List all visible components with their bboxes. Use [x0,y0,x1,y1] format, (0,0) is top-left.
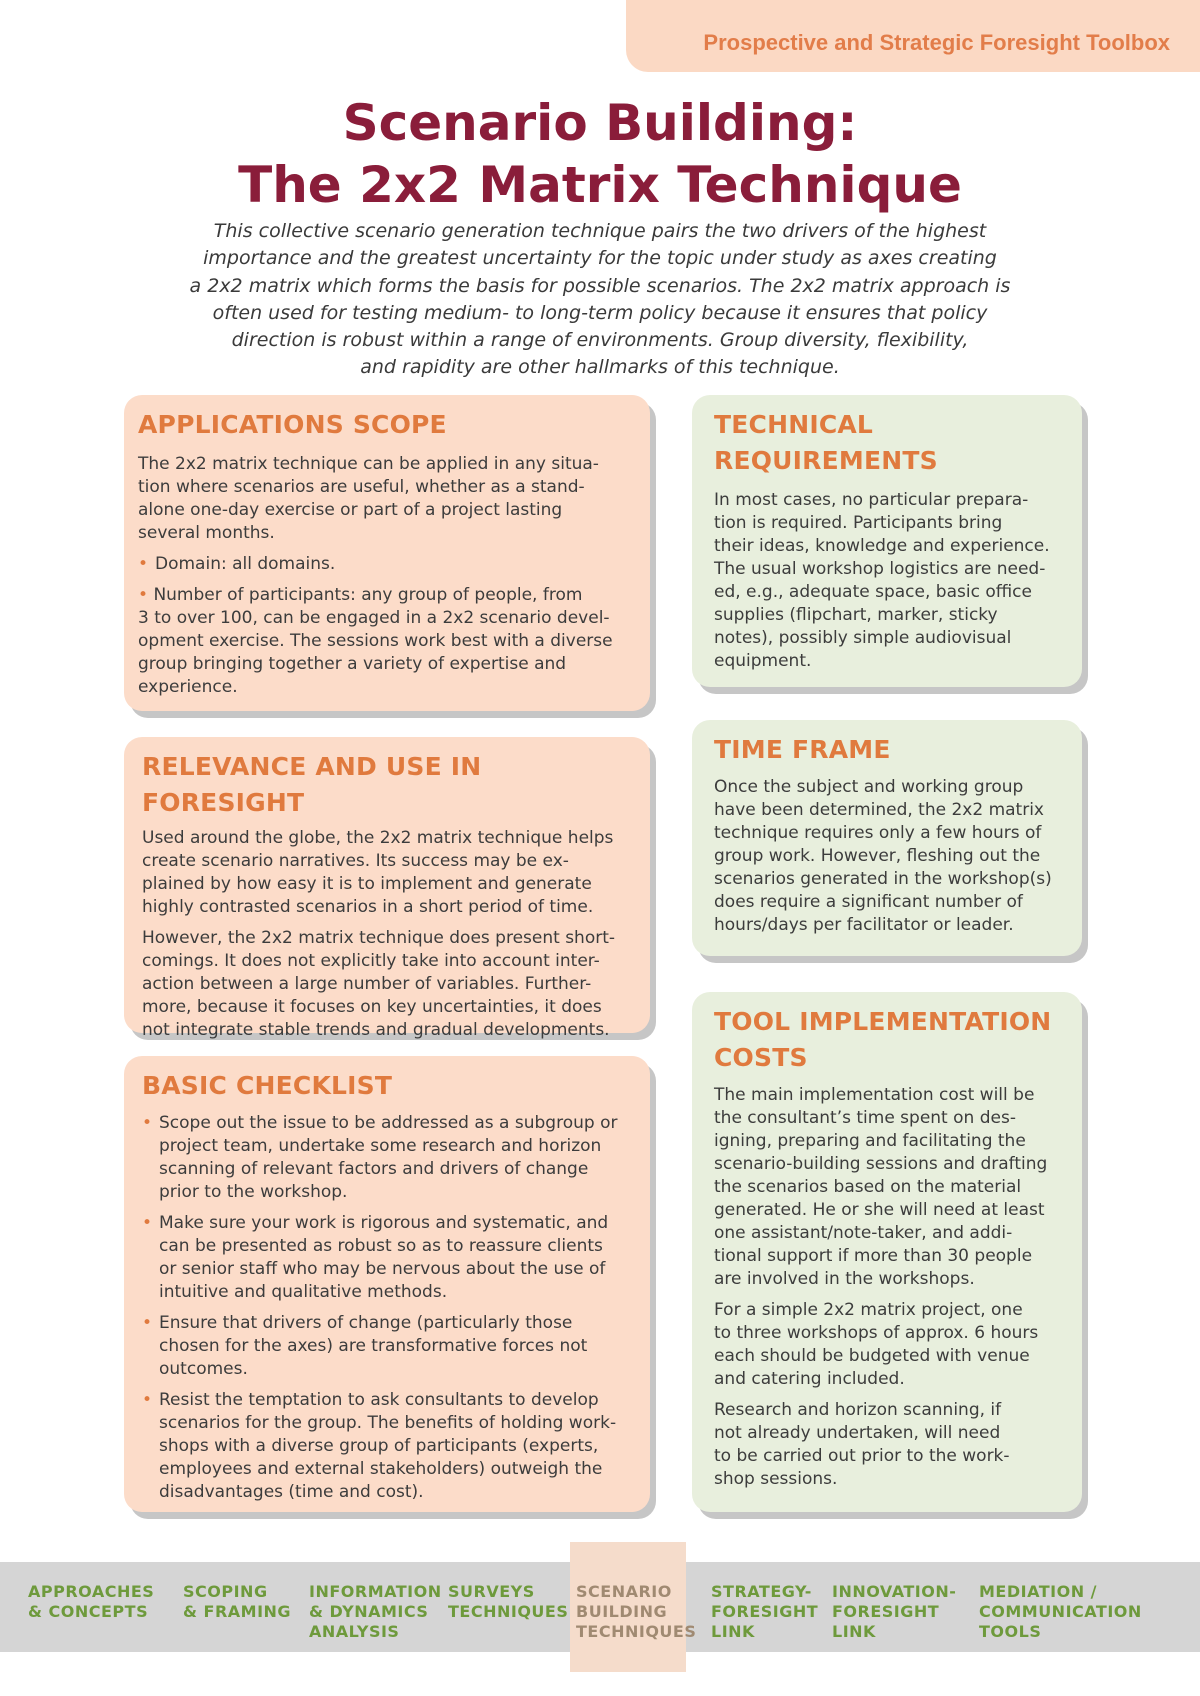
bullet-icon: • [142,1213,153,1233]
bullet-icon: • [138,554,149,574]
nav-information-dynamics-analysis[interactable]: INFORMATION & DYNAMICS ANALYSIS [309,1582,442,1641]
costs-text: The main implementation cost will be the consultant’s time spent on des- igning, preparing and facilitating the scenario-building sessions and drafting the scenarios based on the material generated. He or she will need at least one assistant/note-taker, and addi- tional support if more than 30 people are involved in the workshops. [714,1085,1048,1289]
toolbox-tab [626,0,1200,72]
nav-scenario-building-techniques[interactable]: SCENARIO BUILDING TECHNIQUES [576,1582,697,1641]
intro-line: direction is robust within a range of environments. Group diversity, flexibility, [231,329,969,352]
costs-text: Research and horizon scanning, if not already undertaken, will need to be carried out prior to the work- shop sessions. [714,1400,1010,1489]
technical-requirements-card [692,395,1082,687]
intro-line: and rapidity are other hallmarks of this technique. [360,356,840,379]
checklist-item: • Make sure your work is rigorous and systematic, and can be presented as robust so as to reassure clients or senior staff who may be nervous about the use of intuitive and qualitative methods. [142,1213,609,1302]
bullet-icon: • [142,1313,153,1333]
bullet-item: • Number of participants: any group of people, from 3 to over 100, can be engaged in a 2x2 scenario devel- opment exercise. The sessions work best with a diverse group bringing together a variety of expertise and experience. [138,585,613,697]
relevance-text: However, the 2x2 matrix technique does present short- comings. It does not explicitly take into account inter- action between a large number of variables. Further- more, because it focuses on key uncertainties, it does not integrate stable trends and gradual developments. [142,928,616,1040]
costs-heading: TOOL IMPLEMENTATION COSTS [714,1007,1052,1072]
title-line-2: The 2x2 Matrix Technique [238,156,962,214]
bullet-item: • Domain: all domains. [138,554,336,574]
implementation-costs-card [692,992,1082,1512]
checklist-item: • Ensure that drivers of change (particularly those chosen for the axes) are transformative forces not outcomes. [142,1313,588,1379]
checklist-heading: BASIC CHECKLIST [142,1071,393,1100]
nav-scoping-framing[interactable]: SCOPING & FRAMING [183,1582,292,1621]
relevance-text: Used around the globe, the 2x2 matrix technique helps create scenario narratives. Its success may be ex- plained by how easy it is to implement and generate highly contrasted scenarios in a short period of time. [142,828,614,917]
time-frame-heading: TIME FRAME [714,735,891,764]
nav-approaches-concepts[interactable]: APPROACHES & CONCEPTS [28,1582,155,1621]
relevance-card [124,737,650,1040]
bullet-icon: • [138,585,149,605]
checklist-item: • Scope out the issue to be addressed as a subgroup or project team, undertake some research and horizon scanning of relevant factors and drivers of change prior to the workshop. [142,1113,618,1202]
time-frame-card [692,720,1082,956]
applications-text: The 2x2 matrix technique can be applied in any situa- tion where scenarios are useful, whether as a stand- alone one-day exercise or part of a project lasting several months. [138,454,599,543]
relevance-heading: RELEVANCE AND USE IN FORESIGHT [142,752,482,817]
bullet-icon: • [142,1390,153,1410]
checklist-item: • Resist the temptation to ask consultants to develop scenarios for the group. The benefits of holding work- shops with a diverse group of participants (experts, employees and external stakeholders) outweigh the disadvantages (time and cost). [142,1390,617,1502]
intro-line: This collective scenario generation technique pairs the two drivers of the highest [213,220,987,242]
technical-text: In most cases, no particular prepara- tion is required. Participants bring their ideas, knowledge and experience. The usual workshop logistics are need- ed, e.g., adequate space, basic office supplies (flipchart, marker, sticky notes), possibly simple audiovisual equipment. [714,490,1050,671]
time-frame-text: Once the subject and working group have been determined, the 2x2 matrix technique requires only a few hours of group work. However, fleshing out the scenarios generated in the workshop(s) does require a significant number of hours/days per facilitator or leader. [714,777,1052,935]
intro-line: often used for testing medium- to long-term policy because it ensures that policy [212,301,988,324]
nav-strategy-foresight-link[interactable]: STRATEGY- FORESIGHT LINK [711,1582,819,1641]
applications-scope-card [124,395,650,711]
page-title [0,92,1200,216]
technical-heading: TECHNICAL REQUIREMENTS [714,410,938,475]
intro-line: importance and the greatest uncertainty for the topic under study as axes creating [203,247,997,270]
costs-text: For a simple 2x2 matrix project, one to three workshops of approx. 6 hours each should be budgeted with venue and catering included. [714,1300,1039,1389]
intro-text [130,218,1070,382]
title-line-1: Scenario Building: [342,94,858,152]
basic-checklist-card [124,1056,650,1512]
intro-line: a 2x2 matrix which forms the basis for possible scenarios. The 2x2 matrix approach is [189,274,1011,297]
nav-surveys-techniques[interactable]: SURVEYS TECHNIQUES [448,1582,569,1621]
nav-mediation-communication-tools[interactable]: MEDIATION / COMMUNICATION TOOLS [979,1582,1142,1641]
applications-heading: APPLICATIONS SCOPE [138,410,447,439]
toolbox-label: Prospective and Strategic Foresight Toolbox [703,30,1170,55]
bullet-icon: • [142,1113,153,1133]
nav-innovation-foresight-link[interactable]: INNOVATION- FORESIGHT LINK [832,1582,957,1641]
